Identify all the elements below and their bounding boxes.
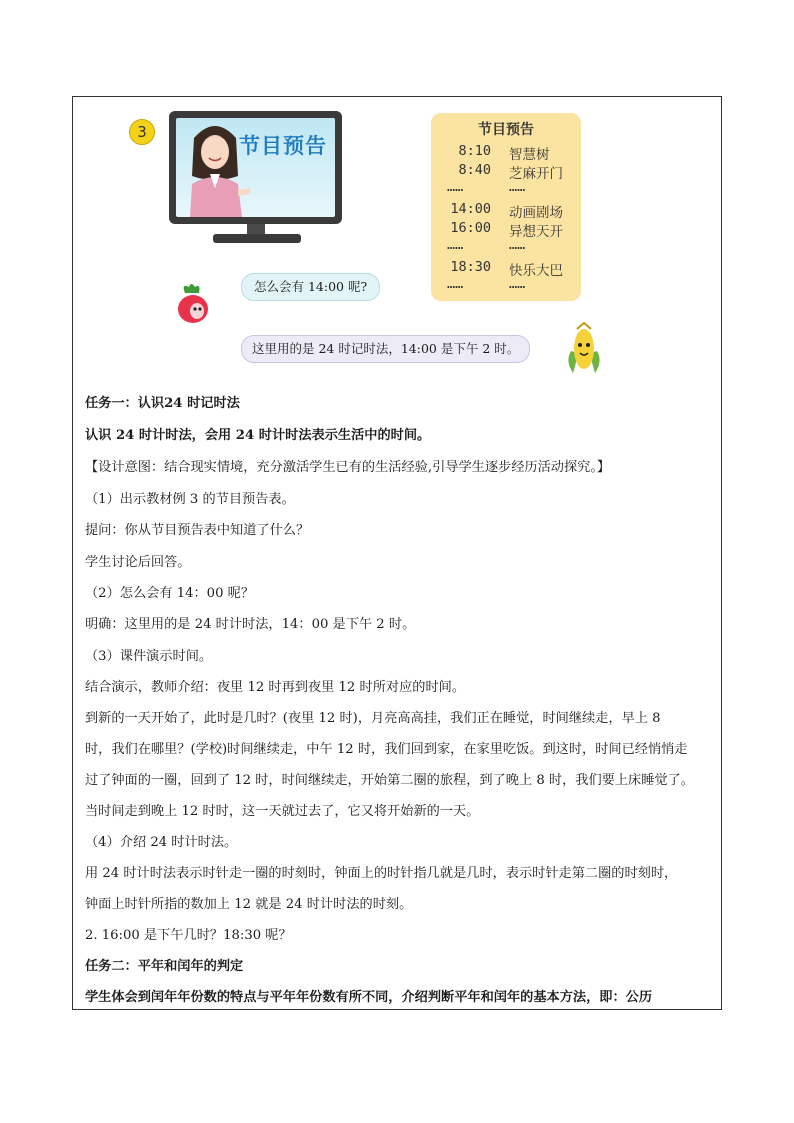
radish-character-icon [173,283,213,327]
schedule-time: 8:40 [458,162,491,178]
answer-bubble: 这里用的是 24 时记时法，14:00 是下午 2 时。 [241,335,530,363]
corn-character-icon [563,321,605,377]
schedule-time: …… [447,237,464,253]
paragraph-line: 钟面上时针所指的数加上 12 就是 24 时计时法的时刻。 [85,897,413,912]
schedule-show: 芝麻开门 [509,166,563,182]
schedule-show: 异想天开 [509,224,563,240]
tv-screen [176,118,335,217]
task1-title: 任务一：认识24 时记时法 [85,396,240,411]
tv-stand [247,224,265,234]
clarify-text: 明确：这里用的是 24 时计时法，14：00 是下午 2 时。 [85,617,416,632]
step-4: （4）介绍 24 时计时法。 [85,835,238,850]
schedule-show: …… [509,179,526,195]
schedule-row [441,201,581,220]
discuss-text: 学生讨论后回答。 [85,555,191,570]
schedule-time: …… [447,179,464,195]
schedule-show: 智慧树 [509,147,550,163]
example-number-badge: 3 [129,119,155,145]
schedule-row [441,237,581,256]
paragraph-line: 时，我们在哪里？(学校)时间继续走，中午 12 时，我们回到家，在家里吃饭。到这时，时间已经悄悄走 [85,742,688,757]
tv-base [213,234,301,243]
question-2: 2. 16:00 是下午几时？18:30 呢？ [85,928,292,943]
schedule-time: 8:10 [458,143,491,159]
schedule-row [441,143,581,162]
schedule-title: 节目预告 [478,122,534,138]
example-illustration [73,97,722,387]
schedule-show: …… [509,237,526,253]
demo-text: 结合演示，教师介绍：夜里 12 时再到夜里 12 时所对应的时间。 [85,680,466,695]
schedule-time: 14:00 [450,201,491,217]
task2-title: 任务二：平年和闰年的判定 [85,959,244,974]
step-2: （2）怎么会有 14：00 呢？ [85,586,255,601]
schedule-row [441,179,581,198]
goal-text: 认识 24 时计时法，会用 24 时计时法表示生活中的时间。 [85,428,431,443]
lesson-frame [72,96,722,1010]
paragraph-line: 学生体会到闰年年份数的特点与平年年份数有所不同，介绍判断平年和闰年的基本方法，即：公历 [85,990,653,1005]
program-schedule [431,113,581,301]
paragraph-line: 过了钟面的一圈，回到了 12 时，时间继续走，开始第二圈的旅程，到了晚上 8 时，我们要上床睡觉了。 [85,773,694,788]
paragraph-line: 当时间走到晚上 12 时时，这一天就过去了，它又将开始新的一天。 [85,804,480,819]
paragraph-line: 到新的一天开始了，此时是几时？(夜里 12 时)，月亮高高挂，我们正在睡觉，时间继续走，早上 8 [85,711,661,726]
design-intent: 【设计意图：结合现实情境，充分激活学生已有的生活经验,引导学生逐步经历活动探究。】 [85,460,611,475]
question-bubble: 怎么会有 14:00 呢? [241,273,380,301]
tv-title: 节目预告 [239,134,327,158]
schedule-row [441,276,581,295]
paragraph-line: 用 24 时计时法表示时针走一圈的时刻时，钟面上的时针指几就是几时，表示时针走第二圈的时刻时， [85,866,678,881]
question-text: 提问：你从节目预告表中知道了什么？ [85,523,310,538]
step-3: （3）课件演示时间。 [85,649,213,664]
tv-icon [169,111,342,224]
schedule-time: …… [447,276,464,292]
schedule-show: 快乐大巴 [509,263,563,279]
step-1: （1）出示教材例 3 的节目预告表。 [85,492,295,507]
schedule-time: 16:00 [450,220,491,236]
schedule-time: 18:30 [450,259,491,275]
schedule-show: …… [509,276,526,292]
schedule-show: 动画剧场 [509,205,563,221]
